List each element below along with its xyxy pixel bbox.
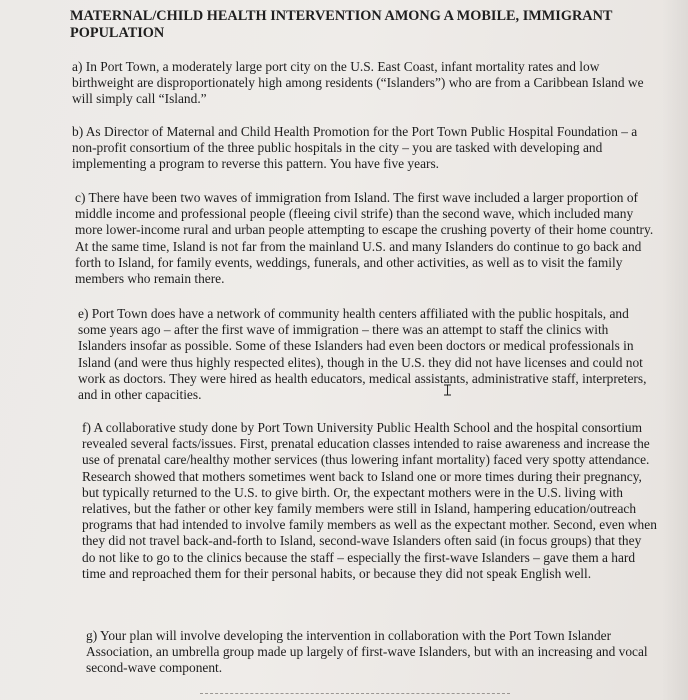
text-cursor-icon bbox=[443, 383, 452, 395]
paragraph-c: c) There have been two waves of immigration from Island. The first wave included a larger proportion of middle income and professional people (fleeing civil strife) than the second wave, which included many more lower-income rural and urban people attempting to escape the crushing poverty of their home country. At the same time, Island is not far from the mainland U.S. and many Islanders do continue to go back and forth to Island, for family events, weddings, funerals, and other activities, as well as to visit the family members who remain there. bbox=[75, 190, 654, 287]
bottom-dashed-rule bbox=[200, 693, 510, 694]
paragraph-f: f) A collaborative study done by Port Town University Public Health School and the hospital consortium revealed several facts/issues. First, prenatal education classes intended to raise awareness and increase the use of prenatal care/healthy mother services (thus lowering infant mortality) faced very spotty attendance. Research showed that mothers sometimes went back to Island one or more times during their pregnancy, but typically returned to the U.S. to give birth. Or, the expectant mothers were in the U.S. living with relatives, but the father or other key family members were still in Island, hampering education/outreach programs that had intended to involve family members as well as the expectant mother. Second, even when they did not travel back-and-forth to Island, second-wave Islanders often said (in focus groups) that they do not like to go to the clinics because the staff – especially the first-wave Islanders – gave them a hard time and reproached them for their personal habits, or because they did not speak English well. bbox=[82, 420, 657, 581]
paragraph-a: a) In Port Town, a moderately large port city on the U.S. East Coast, infant mortality rates and low birthweight are disproportionately high among residents (“Islanders”) who are from a Caribbean Island we will simply call “Island.” bbox=[72, 59, 644, 107]
paragraph-g: g) Your plan will involve developing the intervention in collaboration with the Port Town Islander Association, an umbrella group made up largely of first-wave Islanders, but with an increasing and vocal second-wave component. bbox=[86, 628, 648, 676]
document-title: MATERNAL/CHILD HEALTH INTERVENTION AMONG A MOBILE, IMMIGRANT POPULATION bbox=[70, 8, 613, 41]
paragraph-b: b) As Director of Maternal and Child Health Promotion for the Port Town Public Hospital Foundation – a non-profit consortium of the three public hospitals in the city – you are tasked with developing and implementing a program to reverse this pattern. You have five years. bbox=[72, 124, 638, 172]
paragraph-e: e) Port Town does have a network of community health centers affiliated with the public hospitals, and some years ago – after the first wave of immigration – there was an attempt to staff the clinics with Islanders insofar as possible. Some of these Islanders had even been doctors or medical professionals in Island (and were thus highly respected elites), though in the U.S. they did not have licenses and could not work as doctors. They were hired as health educators, medical assistants, administrative staff, interpreters, and in other capacities. bbox=[78, 306, 647, 403]
page-shadow bbox=[662, 0, 688, 700]
